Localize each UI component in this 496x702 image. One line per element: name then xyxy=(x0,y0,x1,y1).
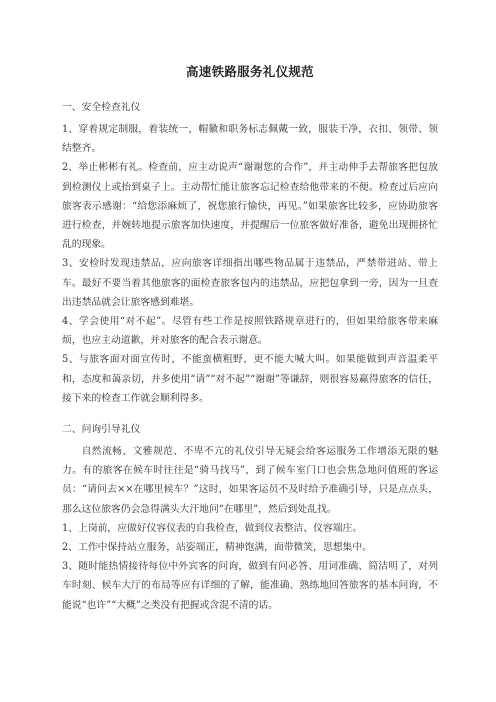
section-inquiry-guidance xyxy=(62,422,438,615)
paragraph: 2、工作中保持站立服务，站姿端正，精神饱满，面带微笑，思想集中。 xyxy=(62,542,372,554)
paragraph: 1、穿着规定制服，着装统一，帽徽和职务标志佩戴一致，服装干净，衣扣、领带、领结整齐。 xyxy=(62,124,438,155)
document-title: 高速铁路服务礼仪规范 xyxy=(185,64,314,79)
paragraph: 3、安检时发现违禁品，应向旅客详细指出哪些物品属于违禁品，严禁带进站、带上车。最好不要当着其他旅客的面检查旅客包内的违禁品，应把包拿到一旁，因为一旦查出违禁品就会让旅客感到难堪。 xyxy=(62,258,438,308)
paragraph: 2、举止彬彬有礼。检查前，应主动说声“谢谢您的合作”，并主动伸手去帮旅客把包放到检测仪上或抬到桌子上。主动帮忙能让旅客忘记检查给他带来的不便。检查过后应向旅客表示感谢：“给您添麻烦了，祝您旅行愉快，再见。”如果旅客比较多，应协助旅客进行检查，并婉转地提示旅客加快速度，并提醒后一位旅客做好准备，避免出现拥挤忙乱的现象。 xyxy=(62,162,438,251)
paragraph: 4、学会使用“对不起”。尽管有些工作是按照铁路规章进行的，但如果给旅客带来麻烦，也应主动道歉，并对旅客的配合表示谢意。 xyxy=(62,316,438,347)
paragraph: 5、与旅客面对面宣传时，不能蛮横粗野，更不能大喊大叫。如果能做到声音温柔平和，态度和蔼亲切，并多使用“请”“对不起”“谢谢”等谦辞，则很容易赢得旅客的信任，接下来的检查工作就会顺利得多。 xyxy=(62,354,438,404)
paragraph: 1、上岗前，应做好仪容仪表的自我检查，做到仪表整洁、仪容端庄。 xyxy=(62,522,363,534)
section-heading: 一、安全检查礼仪 xyxy=(62,102,141,113)
section-heading: 二、问询引导礼仪 xyxy=(62,424,141,436)
intro-paragraph: 自然流畅、文雅规范、不卑不亢的礼仪引导无疑会给客运服务工作增添无限的魅力。有的旅客在候车时往往是“骑马找马”，到了候车室门口也会焦急地问值班的客运员：“请问去××在哪里候车？”这时，如果客运员不及时给予准确引导，只是点点头，那么这位旅客仍会急得满头大汗地问“在哪里”，然后到处乱找。 xyxy=(62,446,438,515)
section-safety-check xyxy=(62,100,438,408)
paragraph: 3、随时能热情接待每位中外宾客的问询，做到有问必答、用词准确、简洁明了，对列车时刻、候车大厅的布局等应有详细的了解，能准确、熟练地回答旅客的基本问询，不能说“也许”“大概”之类没有把握或含混不清的话。 xyxy=(62,561,438,611)
